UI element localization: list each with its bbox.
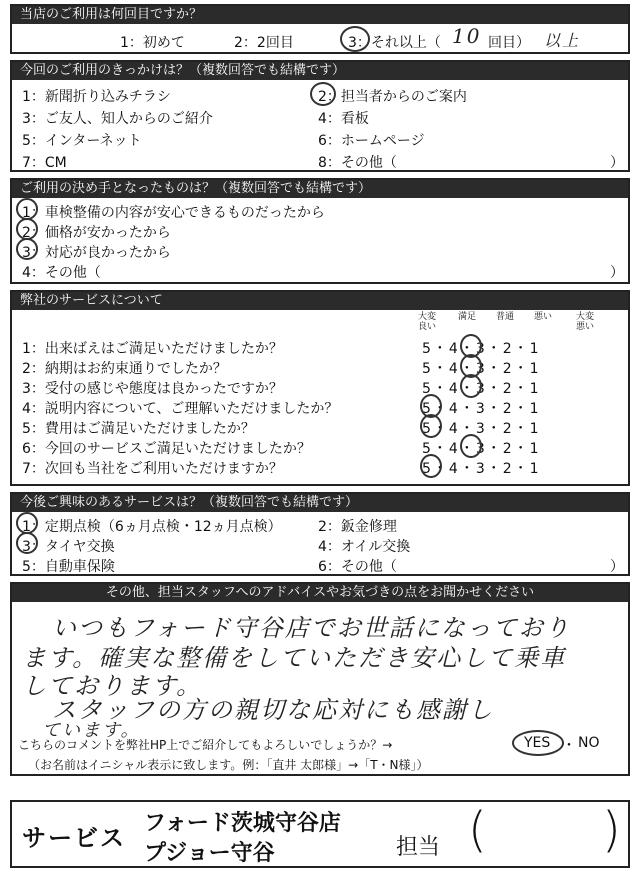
q5-header: 今後ご興味のあるサービスは？（複数回答でも結構です）: [12, 494, 628, 512]
q5-option-1[interactable]: 1：定期点検（6ヵ月点検・12ヵ月点検）: [22, 519, 282, 535]
q1-section: [10, 4, 630, 54]
q1-extra-handwritten: 以上: [544, 31, 581, 50]
q2-answer-circle: [310, 82, 336, 106]
consent-question: こちらのコメントを弊社HP上でご紹介してもよろしいでしょうか？→: [18, 738, 393, 752]
q4-answer-circle-3: [460, 374, 482, 398]
q1-count-handwritten: 10: [452, 24, 482, 48]
q4-question-5: 5：費用はご満足いただけましたか？: [22, 421, 255, 437]
q2-option-7[interactable]: 7：CM: [22, 155, 67, 171]
q4-scale-2[interactable]: 5・4・3・2・1: [422, 361, 541, 377]
comment-line-1: いつもフォード守谷店でお世話になっており: [52, 614, 571, 642]
consent-no[interactable]: NO: [578, 735, 600, 751]
q4-question-6: 6：今回のサービスご満足いただけましたか？: [22, 441, 311, 457]
q4-scale-1[interactable]: 5・4・3・2・1: [422, 341, 541, 357]
q5-section: [10, 492, 630, 576]
comment-line-5: ています。: [42, 720, 141, 741]
staff-label: 担当: [396, 835, 441, 860]
staff-name-field[interactable]: [492, 812, 596, 858]
q2-option-8-close: ）: [610, 155, 624, 171]
q6-header: その他、担当スタッフへのアドバイスやお気づきの点をお聞かせください: [12, 584, 628, 602]
q2-option-6[interactable]: 6：ホームページ: [318, 133, 425, 149]
q4-question-2: 2：納期はお約束通りでしたか？: [22, 361, 227, 377]
comment-line-4: スタッフの方の親切な応対にも感謝し: [52, 696, 494, 724]
q2-section: [10, 60, 630, 172]
q4-answer-circle-7: [420, 454, 442, 478]
q3-answer-circle-3: [16, 238, 38, 260]
footer-section: [10, 800, 630, 868]
q5-option-6-close: ）: [610, 559, 624, 575]
q4-section: [10, 290, 630, 486]
scale-label-3: 普通: [495, 312, 514, 322]
q3-section: [10, 178, 630, 284]
q4-question-4: 4：説明内容について、ご理解いただけましたか？: [22, 401, 339, 417]
q4-question-7: 7：次回も当社をご利用いただけますか？: [22, 461, 283, 477]
q4-answer-circle-6: [460, 434, 482, 458]
q1-option-3-suffix: 回目）: [488, 35, 530, 51]
q2-option-5[interactable]: 5：インターネット: [22, 133, 142, 149]
q4-question-1: 1：出来ばえはご満足いただけましたか？: [22, 341, 283, 357]
service-label: サービス: [22, 824, 126, 852]
q3-option-4[interactable]: 4：その他（: [22, 265, 101, 281]
consent-separator: ・: [562, 738, 576, 754]
scale-label-4: 満足: [457, 312, 476, 322]
q5-option-5[interactable]: 5：自動車保険: [22, 559, 115, 575]
q2-option-3[interactable]: 3：ご友人、知人からのご紹介: [22, 111, 213, 127]
q3-answer-circle-2: [16, 218, 38, 240]
q1-option-3[interactable]: 3：それ以上（: [348, 35, 441, 51]
q4-answer-circle-5: [420, 414, 442, 438]
q3-answer-circle-1: [16, 198, 38, 220]
q4-question-3: 3：受付の感じや態度は良かったですか？: [22, 381, 283, 397]
comment-line-2: ます。確実な整備をしていただき安心して乗車: [22, 644, 567, 672]
q3-option-4-close: ）: [610, 265, 624, 281]
q4-scale-7[interactable]: 5・4・3・2・1: [422, 461, 541, 477]
q3-option-3[interactable]: 3：対応が良かったから: [22, 245, 171, 261]
scale-label-2: 悪い: [533, 312, 552, 322]
q3-option-2[interactable]: 2：価格が安かったから: [22, 225, 171, 241]
q2-header: 今回のご利用のきっかけは？（複数回答でも結構です）: [12, 62, 628, 80]
comment-line-3: しております。: [22, 672, 203, 700]
scale-label-5: 大変良い: [417, 312, 436, 332]
q6-section: [10, 582, 630, 776]
q2-option-8[interactable]: 8：その他（: [318, 155, 397, 171]
q4-scale-3[interactable]: 5・4・3・2・1: [422, 381, 541, 397]
shop-name-1: フォード茨城守谷店: [144, 811, 341, 836]
q5-option-3[interactable]: 3：タイヤ交換: [22, 539, 115, 555]
consent-yes-circle: [512, 730, 564, 756]
q5-option-2[interactable]: 2：鈑金修理: [318, 519, 397, 535]
q5-option-6[interactable]: 6：その他（: [318, 559, 397, 575]
shop-name-2: プジョー守谷: [144, 841, 275, 866]
q1-header: 当店のご利用は何回目ですか？: [12, 6, 628, 24]
q2-option-2[interactable]: 2：担当者からのご案内: [318, 89, 467, 105]
q3-header: ご利用の決め手となったものは？（複数回答でも結構です）: [12, 180, 628, 198]
q4-scale-6[interactable]: 5・4・3・2・1: [422, 441, 541, 457]
q5-answer-circle-1: [16, 512, 38, 534]
staff-paren-open: (: [468, 802, 487, 858]
scale-label-1: 大変悪い: [575, 312, 594, 332]
q5-answer-circle-3: [16, 532, 38, 554]
consent-yes[interactable]: YES: [524, 735, 551, 751]
staff-paren-close: ): [602, 802, 621, 858]
q4-scale-5[interactable]: 5・4・3・2・1: [422, 421, 541, 437]
consent-note: （お名前はイニシャル表示に致します。例：「直井 太郎様」→「T・N様」）: [28, 758, 429, 772]
q1-option-1[interactable]: 1：初めて: [120, 35, 185, 51]
q4-header: 弊社のサービスについて: [12, 292, 628, 310]
q1-answer-circle: [340, 26, 370, 52]
q4-scale-4[interactable]: 5・4・3・2・1: [422, 401, 541, 417]
q2-option-4[interactable]: 4：看板: [318, 111, 369, 127]
q1-option-2[interactable]: 2：2回目: [234, 35, 294, 51]
q5-option-4[interactable]: 4：オイル交換: [318, 539, 411, 555]
q3-option-1[interactable]: 1：車検整備の内容が安心できるものだったから: [22, 205, 325, 221]
q2-option-1[interactable]: 1：新聞折り込みチラシ: [22, 89, 171, 105]
